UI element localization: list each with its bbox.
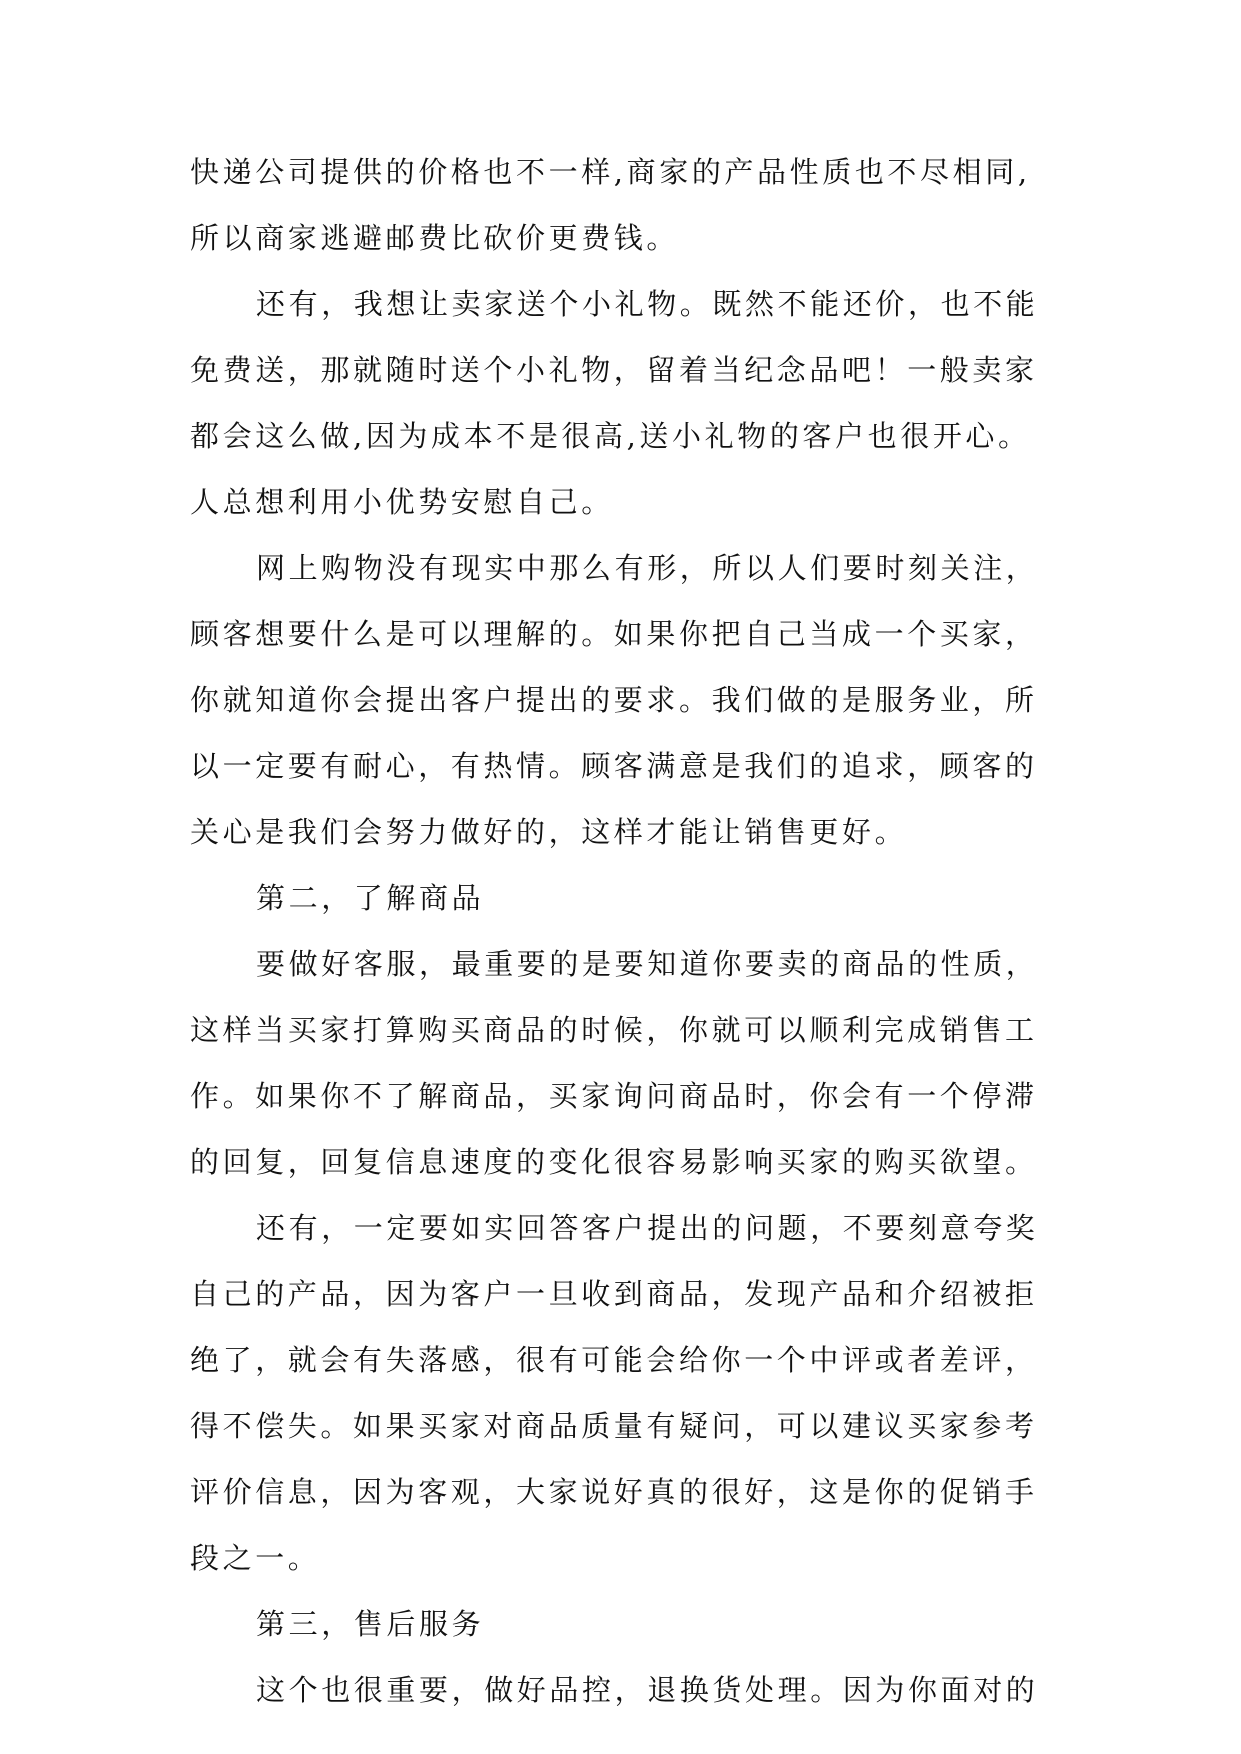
text-line: 的回复，回复信息速度的变化很容易影响买家的购买欲望。 [190, 1145, 1038, 1179]
text-line: 快递公司提供的价格也不一样,商家的产品性质也不尽相同, [190, 155, 1031, 189]
text-line: 网上购物没有现实中那么有形，所以人们要时刻关注， [256, 551, 1039, 585]
text-line: 作。如果你不了解商品，买家询问商品时，你会有一个停滞 [190, 1079, 1038, 1113]
text-line: 所以商家逃避邮费比砍价更费钱。 [190, 221, 680, 255]
text-line: 段之一。 [190, 1541, 321, 1575]
text-line: 绝了，就会有失落感，很有可能会给你一个中评或者差评， [190, 1343, 1038, 1377]
text-line: 得不偿失。如果买家对商品质量有疑问，可以建议买家参考 [190, 1409, 1038, 1443]
text-line: 你就知道你会提出客户提出的要求。我们做的是服务业，所 [190, 683, 1038, 717]
section-heading: 第三，售后服务 [256, 1607, 485, 1641]
text-line: 要做好客服，最重要的是要知道你要卖的商品的性质， [256, 947, 1039, 981]
text-line: 以一定要有耐心，有热情。顾客满意是我们的追求，顾客的 [190, 749, 1038, 783]
text-line: 免费送，那就随时送个小礼物，留着当纪念品吧！一般卖家 [190, 353, 1038, 387]
section-heading: 第二，了解商品 [256, 881, 485, 915]
text-line: 自己的产品，因为客户一旦收到商品，发现产品和介绍被拒 [190, 1277, 1038, 1311]
text-line: 人总想利用小优势安慰自己。 [190, 485, 614, 519]
text-line: 顾客想要什么是可以理解的。如果你把自己当成一个买家， [190, 617, 1038, 651]
text-line: 这个也很重要，做好品控，退换货处理。因为你面对的 [256, 1673, 1039, 1707]
text-line: 这样当买家打算购买商品的时候，你就可以顺利完成销售工 [190, 1013, 1038, 1047]
text-line: 关心是我们会努力做好的，这样才能让销售更好。 [190, 815, 908, 849]
text-line: 都会这么做,因为成本不是很高,送小礼物的客户也很开心。 [190, 419, 1031, 453]
text-line: 还有，一定要如实回答客户提出的问题，不要刻意夸奖 [256, 1211, 1039, 1245]
text-line: 还有，我想让卖家送个小礼物。既然不能还价，也不能 [256, 287, 1039, 321]
text-line: 评价信息，因为客观，大家说好真的很好，这是你的促销手 [190, 1475, 1038, 1509]
